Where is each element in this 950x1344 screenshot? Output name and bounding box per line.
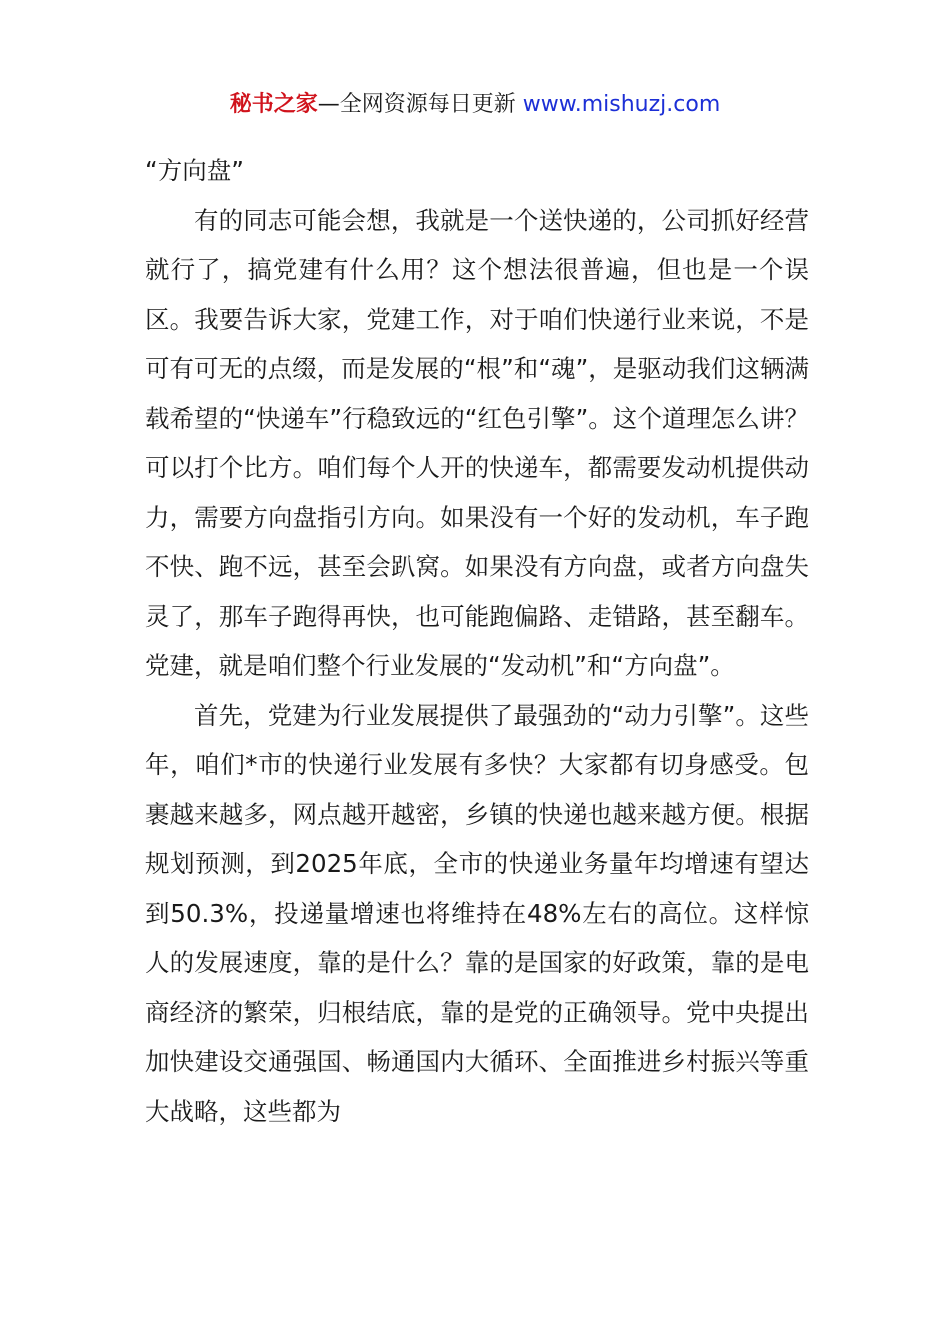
continuation-line: “方向盘” bbox=[145, 156, 244, 185]
site-url-link[interactable]: www.mishuzj.com bbox=[522, 92, 721, 117]
document-body bbox=[145, 146, 809, 1136]
header-tagline: —全网资源每日更新 bbox=[317, 92, 516, 117]
brand-name: 秘书之家 bbox=[229, 92, 318, 117]
paragraph-2: 首先，党建为行业发展提供了最强劲的“动力引擎”。这些年，咱们*市的快递行业发展有多快？大家都有切身感受。包裹越来越多，网点越开越密，乡镇的快递也越来越方便。根据规划预测，到2025年底，全市的快递业务量年均增速有望达到50.3%，投递量增速也将维持在48%左右的高位。这样惊人的发展速度，靠的是什么？靠的是国家的好政策，靠的是电商经济的繁荣，归根结底，靠的是党的正确领导。党中央提出加快建设交通强国、畅通国内大循环、全面推进乡村振兴等重大战略，这些都为 bbox=[145, 700, 809, 1126]
paragraph-1: 有的同志可能会想，我就是一个送快递的，公司抓好经营就行了，搞党建有什么用？这个想法很普遍，但也是一个误区。我要告诉大家，党建工作，对于咱们快递行业来说，不是可有可无的点缀，而是发展的“根”和“魂”，是驱动我们这辆满载希望的“快递车”行稳致远的“红色引擎”。这个道理怎么讲？可以打个比方。咱们每个人开的快递车，都需要发动机提供动力，需要方向盘指引方向。如果没有一个好的发动机，车子跑不快、跑不远，甚至会趴窝。如果没有方向盘，或者方向盘失灵了，那车子跑得再快，也可能跑偏路、走错路，甚至翻车。党建，就是咱们整个行业发展的“发动机”和“方向盘”。 bbox=[145, 205, 809, 680]
site-header bbox=[0, 88, 950, 122]
